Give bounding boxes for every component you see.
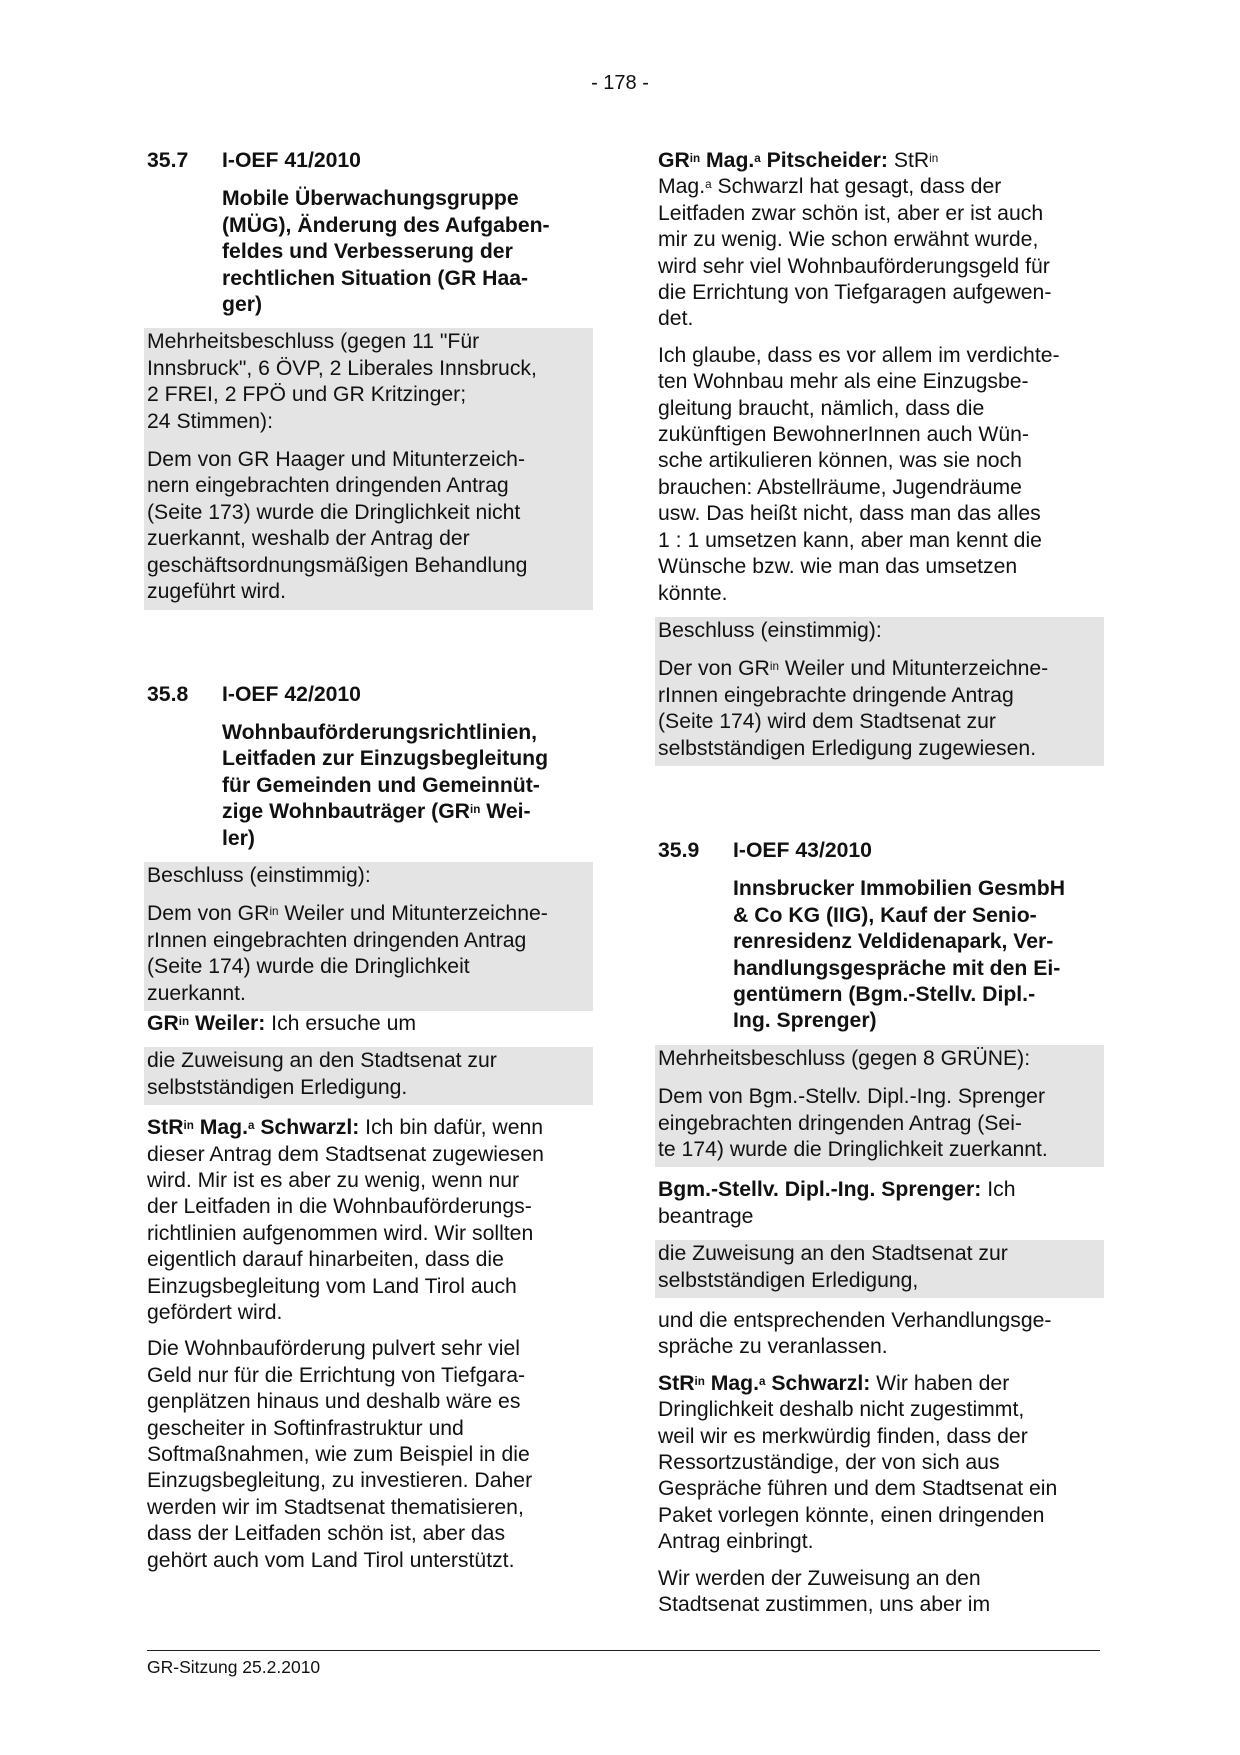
speech-sprenger-continued: und die entsprechenden Verhandlungsge- spräche zu veranlassen. bbox=[658, 1309, 1052, 1359]
section-number: 35.9 bbox=[658, 838, 700, 862]
resolution-body: Dem von Bgm.-Stellv. Dipl.-Ing. Sprenger eingebrachten dringenden Antrag (Sei- te 174) wurde die Dringlichkeit zuerkannt. bbox=[658, 1085, 1048, 1161]
footer-divider bbox=[147, 1650, 1100, 1651]
speech-schwarzl-continued: Die Wohnbauförderung pulvert sehr viel Geld nur für die Errichtung von Tiefgara- genplätzen hinaus und deshalb wäre es gescheiter in Softinfrastruktur und Softmaßnahmen, wie zum Beispiel in die Einzugsbegleitung, zu investieren. Daher werden wir im Stadtsenat thematisieren, dass der Leitfaden schön ist, aber das gehört auch vom Land Tirol unterstützt. bbox=[147, 1337, 533, 1572]
speaker-name: $GR^{in}$ Mag.$^a$ Pitscheider: bbox=[658, 149, 888, 172]
speech-schwarzl: StR$^{in}$ Mag.$^a$ Schwarzl: Ich bin dafür, wenn dieser Antrag dem Stadtsenat zugewiesen wird. Mir ist es aber zu wenig, wenn nur der Leitfaden in die Wohnbauförderungs- richtlinien aufgenommen wird. Wir sollten eigentlich darauf hinarbeiten, dass die Einzugsbegleitung vom Land Tirol auch gefördert wird. bbox=[147, 1116, 544, 1325]
speech-sprenger: Bgm.-Stellv. Dipl.-Ing. Sprenger: Ich beantrage bbox=[658, 1178, 1016, 1228]
section-number: 35.8 bbox=[147, 682, 189, 706]
resolution-body: Dem von GR Haager und Mitunterzeich- nern eingebrachten dringenden Antrag (Seite 173) wurde die Dringlichkeit nicht zuerkannt, weshalb der Antrag der geschäftsordnungsmäßigen Behandlung zugeführt wird. bbox=[147, 448, 528, 604]
resolution-text: Beschluss (einstimmig): bbox=[147, 863, 371, 887]
section-heading-35-8 bbox=[147, 682, 590, 708]
section-code: I-OEF 43/2010 bbox=[733, 838, 872, 862]
motion-box: die Zuweisung an den Stadtsenat zur selbstständigen Erledigung. bbox=[144, 1047, 593, 1105]
left-column bbox=[147, 148, 590, 1574]
resolution-text: Mehrheitsbeschluss (gegen 11 "Für Innsbruck", 6 ÖVP, 2 Liberales Innsbruck, 2 FREI, 2 FPÖ und GR Kritzinger; 24 Stimmen): bbox=[147, 330, 537, 433]
speaker-name: StR$^{in}$ Mag.$^a$ Schwarzl: bbox=[658, 1371, 871, 1395]
section-heading-35-9 bbox=[658, 838, 1101, 864]
speaker-name: StR$^{in}$ Mag.$^a$ Schwarzl: bbox=[147, 1116, 360, 1140]
section-title: Innsbrucker Immobilien GesmbH & Co KG (IIG), Kauf der Senio- renresidenz Veldidenapark, Ver- handlungsgespräche mit den Ei- gentümern (Bgm.-Stellv. Dipl.- Ing. Sprenger) bbox=[733, 877, 1066, 1033]
section-title: Mobile Überwachungsgruppe (MÜG), Änderung des Aufgaben- feldes und Verbesserung der rechtlichen Situation (GR Haa- ger) bbox=[222, 187, 550, 317]
speech-schwarzl-continued: Wir werden der Zuweisung an den Stadtsenat zustimmen, uns aber im bbox=[658, 1566, 991, 1617]
resolution-box bbox=[144, 328, 593, 609]
right-column bbox=[658, 148, 1101, 1619]
footer-text: GR-Sitzung 25.2.2010 bbox=[147, 1657, 321, 1677]
resolution-text: Mehrheitsbeschluss (gegen 8 GRÜNE): bbox=[658, 1046, 1031, 1070]
speaker-name: Bgm.-Stellv. Dipl.-Ing. Sprenger: bbox=[658, 1178, 982, 1202]
page-number: - 178 - bbox=[591, 72, 649, 94]
section-code: I-OEF 41/2010 bbox=[222, 149, 361, 172]
section-heading-35-7 bbox=[147, 148, 590, 174]
resolution-body: Dem von $GR^{in}$ Weiler und Mitunterzeichne- rInnen eingebrachten dringenden Antrag (Seite 174) wurde die Dringlichkeit zuerkannt. bbox=[147, 902, 548, 1005]
motion-box: die Zuweisung an den Stadtsenat zur selbstständigen Erledigung, bbox=[655, 1240, 1104, 1298]
speaker-name: $GR^{in}$ Weiler: bbox=[147, 1011, 266, 1035]
resolution-box bbox=[144, 862, 593, 1011]
final-resolution-box bbox=[655, 617, 1104, 766]
resolution-text: Beschluss (einstimmig): bbox=[658, 618, 882, 642]
speech-pitscheider: $GR^{in}$ Mag.$^a$ Pitscheider: StR$^{in}$ Mag.$^a$ Schwarzl hat gesagt, dass der Leitfaden zwar schön ist, aber er ist auch mir zu wenig. Wie schon erwähnt wurde, wird sehr viel Wohnbauförderungsgeld für die Errichtung von Tiefgaragen aufgewen- det. bbox=[658, 149, 1052, 331]
speech-pitscheider-continued: Ich glaube, dass es vor allem im verdichte- ten Wohnbau mehr als eine Einzugsbe- gleitung braucht, nämlich, dass die zukünftigen BewohnerInnen auch Wün- sche artikulieren können, was sie noch brauchen: Abstellräume, Jugendräume usw. Das heißt nicht, dass man das alles 1 : 1 umsetzen kann, aber man kennt die Wünsche bzw. wie man das umsetzen könnte. bbox=[658, 343, 1060, 605]
speech-schwarzl: StR$^{in}$ Mag.$^a$ Schwarzl: Wir haben der Dringlichkeit deshalb nicht zugestimmt, weil wir es merkwürdig finden, dass der Ressortzuständige, der von sich aus Gespräche führen und dem Stadtsenat ein Paket vorlegen könnte, einen dringenden Antrag einbringt. bbox=[658, 1371, 1058, 1554]
resolution-body: Der von $GR^{in}$ Weiler und Mitunterzeichne- rInnen eingebrachte dringende Antrag (Seite 174) wird dem Stadtsenat zur selbstständigen Erledigung zugewiesen. bbox=[658, 657, 1049, 760]
speech-weiler: $GR^{in}$ Weiler: Ich ersuche um bbox=[147, 1011, 417, 1035]
resolution-box bbox=[655, 1045, 1104, 1168]
section-code: I-OEF 42/2010 bbox=[222, 682, 361, 706]
section-title: Wohnbauförderungsrichtlinien, Leitfaden zur Einzugsbegleitung für Gemeinden und Gemeinnüt- zige Wohnbauträger ($GR^{in}$ Wei- ler) bbox=[222, 720, 549, 850]
section-number: 35.7 bbox=[147, 149, 189, 172]
